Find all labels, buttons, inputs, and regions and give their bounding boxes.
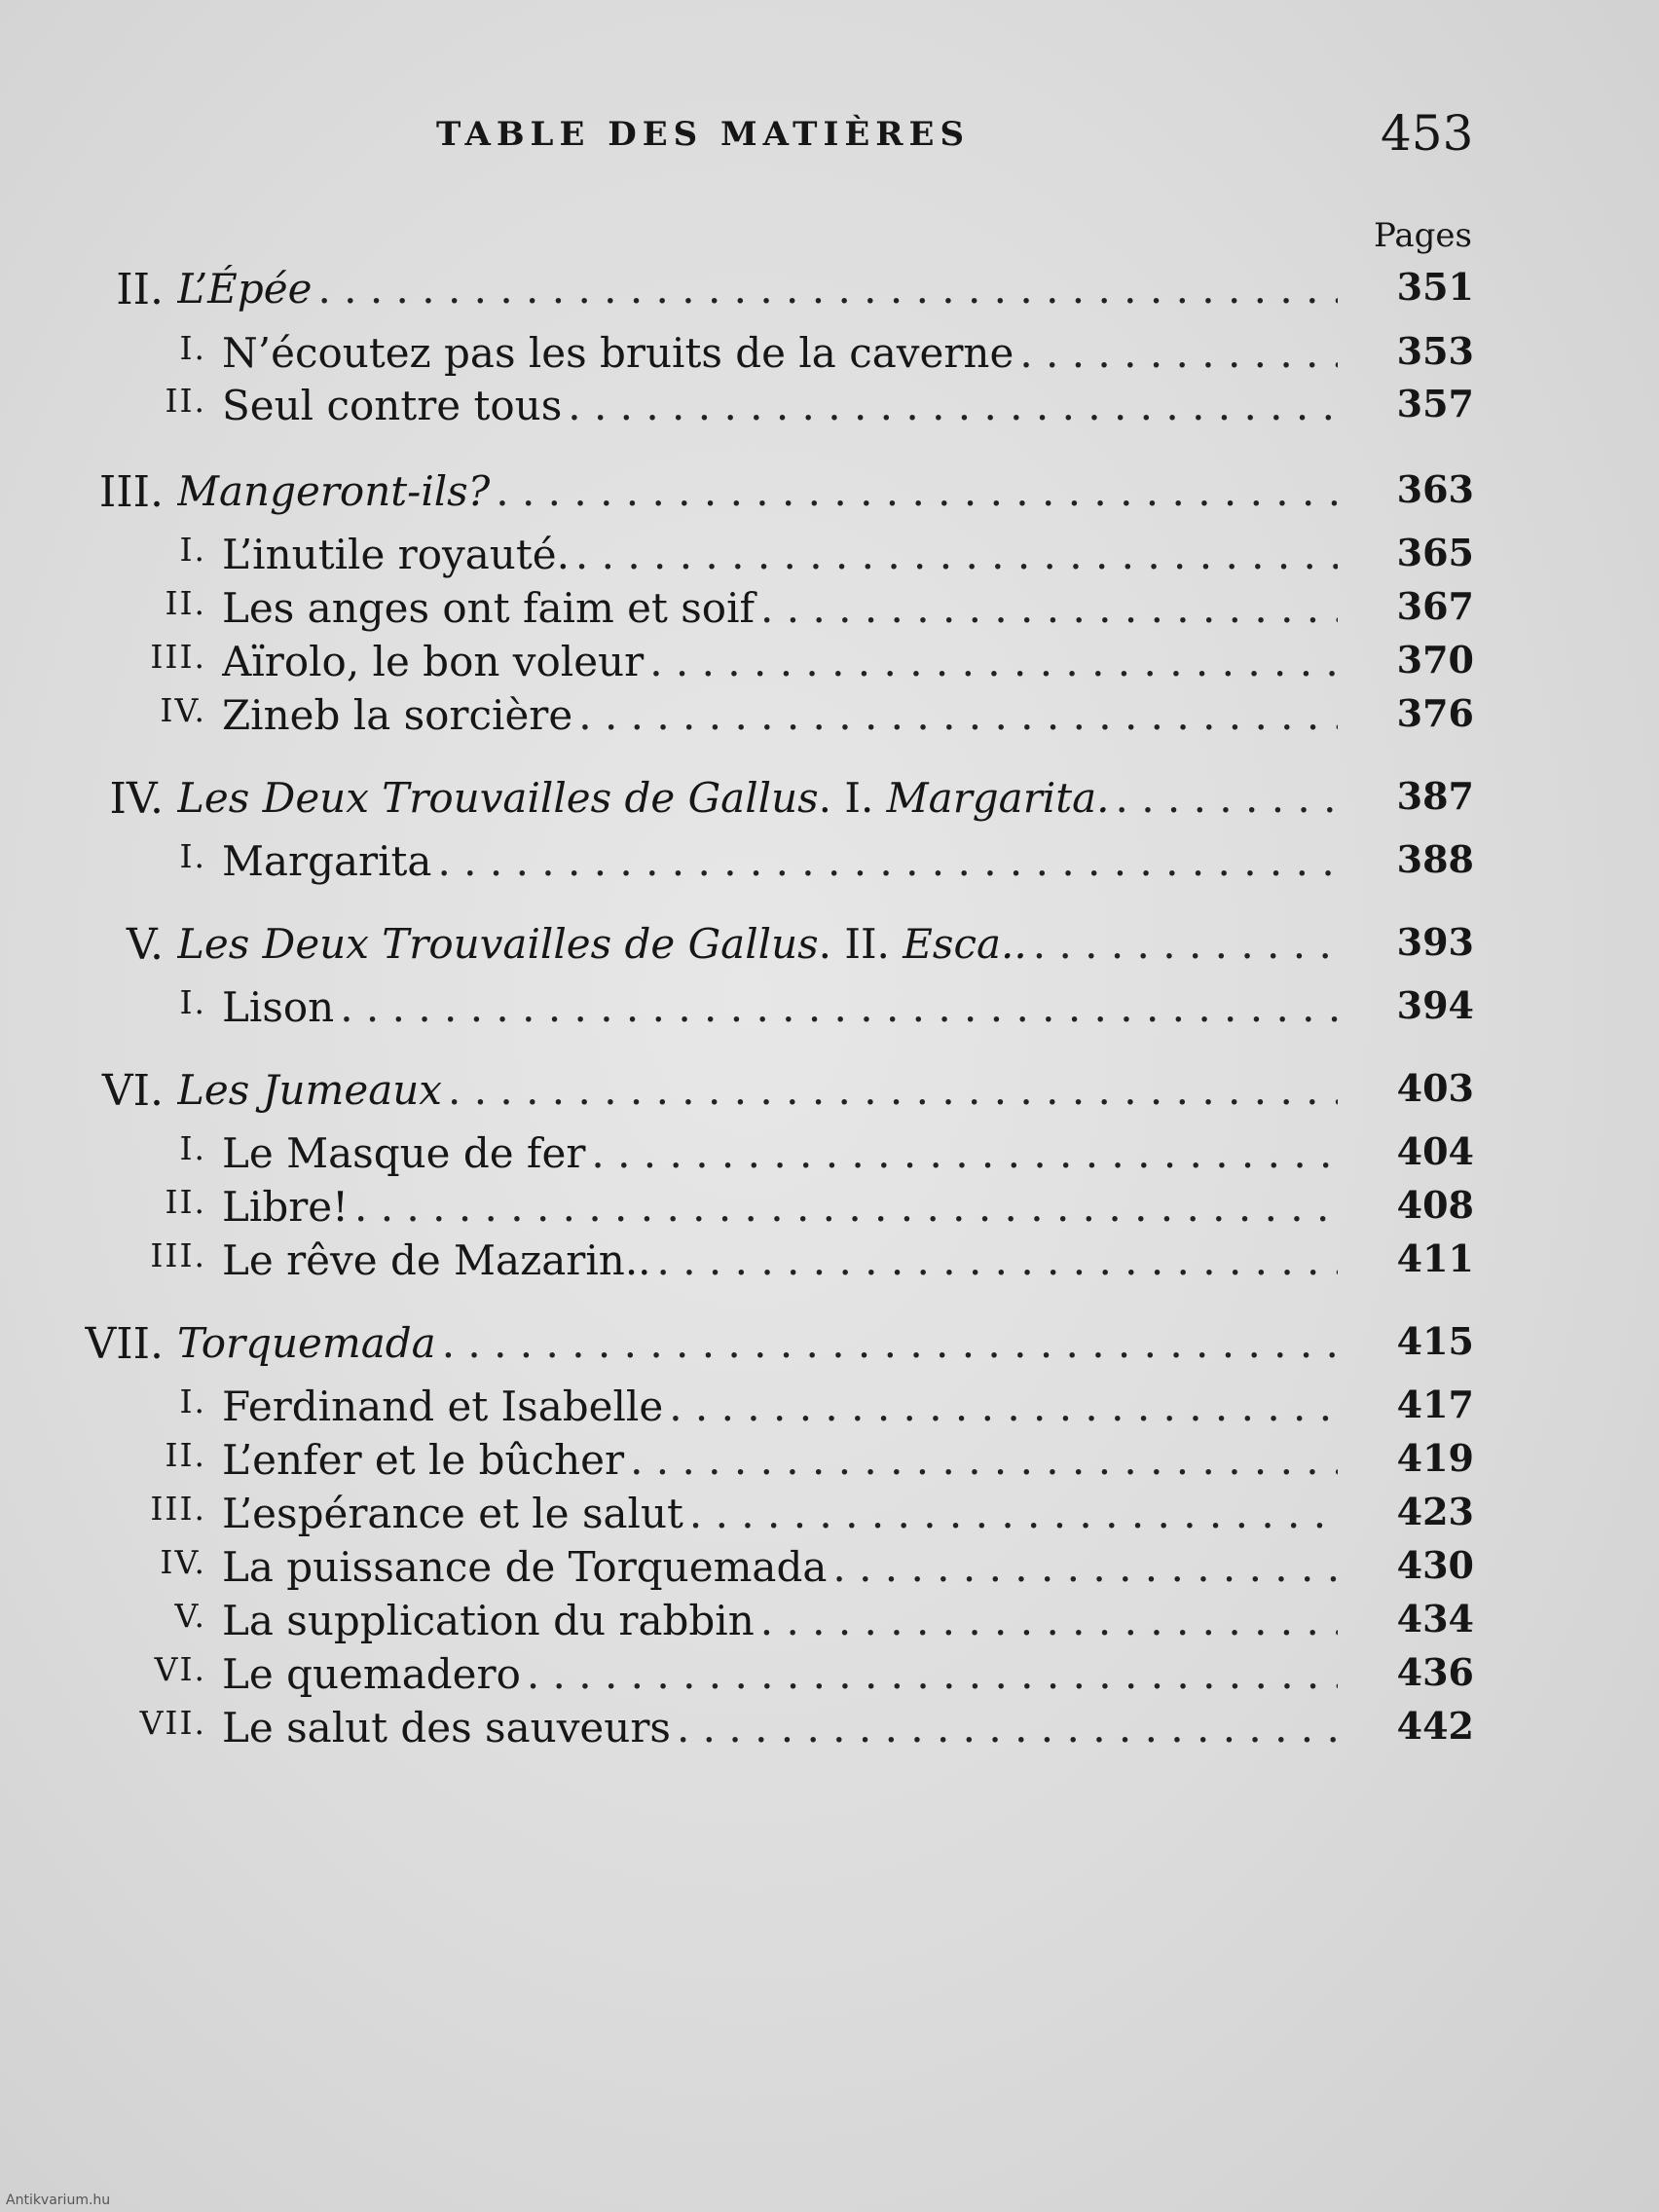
leader-dots [832,1543,1338,1591]
toc-title-text: Lison [222,983,335,1031]
toc-title [222,1382,1338,1430]
leader-dots [527,1650,1338,1698]
toc-title [222,1129,1338,1177]
toc-page-number: 387 [1396,774,1474,818]
toc-page-number: 403 [1396,1066,1474,1110]
toc-chapter-row [0,1543,1659,1592]
toc-number: VII. [85,1319,164,1369]
toc-number: II. [165,1183,206,1221]
toc-title-text: Seul contre tous [222,382,563,429]
leader-dots [340,983,1338,1031]
leader-dots [1033,920,1338,968]
toc-number: II. [165,584,206,622]
toc-number: III. [150,1236,206,1274]
toc-title-text: Margarita [222,837,432,885]
toc-page-number: 408 [1396,1183,1474,1227]
toc-number: I. [179,1382,206,1420]
toc-page-number: 376 [1396,691,1474,735]
toc-title-text: Les Jumeaux [177,1066,442,1114]
leader-dots [496,467,1338,515]
toc-title [222,531,1338,578]
toc-title-text: La puissance de Torquemada [222,1543,828,1591]
toc-page-number: 404 [1396,1129,1474,1173]
toc-part-row [0,265,1659,313]
toc-part-row [0,1319,1659,1368]
toc-number: II. [165,382,206,420]
toc-number: IV. [109,774,164,824]
toc-page-number: 394 [1396,983,1474,1027]
toc-number: I. [179,531,206,569]
toc-title-text: Mangeront-ils? [177,467,491,515]
toc-page-number: 415 [1396,1319,1474,1363]
toc-number: VII. [139,1704,206,1742]
toc-chapter-row [0,638,1659,686]
toc-chapter-row [0,531,1659,579]
toc-page-number: 353 [1396,329,1474,373]
toc-title [222,1436,1338,1484]
toc-title-text: Zineb la sorcière [222,691,573,739]
toc-page-number: 363 [1396,467,1474,511]
toc-title [222,983,1338,1031]
toc-chapter-row [0,329,1659,378]
toc-title-text: Le quemadero [222,1650,521,1698]
toc-chapter-row [0,837,1659,886]
toc-page-number: 417 [1396,1382,1474,1426]
toc-page-number: 419 [1396,1436,1474,1480]
toc-chapter-row [0,1436,1659,1485]
toc-number: I. [179,837,206,875]
toc-page-number: 442 [1396,1704,1474,1748]
leader-dots [354,1183,1338,1231]
toc-number: V. [126,920,164,970]
toc-title-text: Libre! [222,1183,350,1231]
toc-title-text: Les anges ont faim et soif [222,584,756,632]
toc-title-text: Le Masque de fer [222,1129,586,1177]
page-number: 453 [1381,105,1474,162]
toc-page-number: 388 [1396,837,1474,881]
leader-dots [448,1066,1338,1114]
toc-chapter-row [0,1382,1659,1431]
toc-page-number: 370 [1396,638,1474,682]
leader-dots [437,837,1338,885]
toc-title-text: N’écoutez pas les bruits de la caverne [222,329,1014,377]
toc-chapter-row [0,1129,1659,1178]
toc-number: I. [179,1129,206,1167]
toc-number: III. [98,467,164,517]
toc-page-number: 365 [1396,531,1474,574]
toc-page-number: 393 [1396,920,1474,964]
toc-title-text: L’espérance et le salut [222,1490,683,1537]
toc-part-row [0,467,1659,516]
toc-title-text: L’enfer et le bûcher [222,1436,625,1484]
toc-chapter-row [0,1236,1659,1285]
toc-title-text: L’Épée [177,265,313,313]
toc-title [177,774,1338,822]
toc-title [222,1183,1338,1231]
toc-chapter-row [0,1704,1659,1752]
leader-dots [657,1236,1338,1284]
leader-dots [689,1490,1338,1537]
leader-dots [630,1436,1338,1484]
toc-number: V. [174,1597,206,1635]
toc-part-row [0,1066,1659,1115]
toc-title [222,1704,1338,1751]
toc-title-suffix-italic: Esca.. [903,920,1027,968]
toc-title-text: Le salut des sauveurs [222,1704,671,1751]
toc-title [222,1543,1338,1591]
leader-dots [317,265,1338,313]
toc-chapter-row [0,382,1659,430]
toc-chapter-row [0,1650,1659,1699]
pages-column-label: Pages [1374,216,1472,255]
toc-title [222,1236,1338,1284]
leader-dots [649,638,1338,685]
toc-title-text: Les Deux Trouvailles de Gallus [177,774,819,822]
toc-title-text: L’inutile royauté. [222,531,570,578]
toc-part-row [0,920,1659,969]
leader-dots [669,1382,1338,1430]
toc-chapter-row [0,691,1659,740]
toc-title-suffix: . II. [818,920,903,968]
toc-number: II. [116,265,164,314]
toc-title [222,329,1338,377]
toc-title [177,1066,1338,1114]
toc-page-number: 351 [1396,265,1474,309]
toc-chapter-row [0,584,1659,633]
toc-title-text: Aïrolo, le bon voleur [222,638,645,685]
toc-chapter-row [0,1597,1659,1645]
toc-title-suffix: . I. [818,774,887,822]
leader-dots [591,1129,1338,1177]
toc-chapter-row [0,1490,1659,1538]
toc-number: I. [179,983,206,1021]
watermark: Antikvarium.hu [6,2193,111,2208]
toc-title [222,837,1338,885]
toc-page-number: 436 [1396,1650,1474,1694]
leader-dots [578,691,1338,739]
toc-title [177,467,1338,515]
leader-dots [1116,774,1339,822]
toc-title [177,265,1338,313]
toc-title-text: Les Deux Trouvailles de Gallus [177,920,819,968]
page-header-title: TABLE DES MATIÈRES [436,115,971,154]
toc-number: IV. [160,691,206,729]
toc-title [222,1597,1338,1644]
toc-number: II. [165,1436,206,1474]
leader-dots [760,584,1338,632]
toc-part-row [0,774,1659,823]
toc-title [222,691,1338,739]
leader-dots [760,1597,1338,1644]
toc-title [222,382,1338,429]
toc-chapter-row [0,1183,1659,1232]
toc-number: IV. [160,1543,206,1581]
leader-dots [568,382,1338,429]
toc-title-text: Le rêve de Mazarin.. [222,1236,651,1284]
toc-title [222,1650,1338,1698]
toc-title [222,584,1338,632]
toc-title [177,920,1338,968]
toc-title [177,1319,1338,1367]
leader-dots [1019,329,1338,377]
toc-chapter-row [0,983,1659,1032]
toc-title-text: La supplication du rabbin [222,1597,755,1644]
leader-dots [575,531,1338,578]
toc-page-number: 367 [1396,584,1474,628]
toc-page-number: 411 [1396,1236,1474,1280]
toc-page-number: 357 [1396,382,1474,425]
toc-title-suffix-italic: Margarita. [886,774,1110,822]
toc-number: III. [150,638,206,676]
toc-title-text: Torquemada [177,1319,436,1367]
leader-dots [442,1319,1338,1367]
toc-number: III. [150,1490,206,1528]
toc-number: VI. [154,1650,206,1688]
toc-number: I. [179,329,206,367]
toc-page-number: 430 [1396,1543,1474,1587]
toc-page-number: 434 [1396,1597,1474,1641]
leader-dots [677,1704,1338,1751]
toc-title [222,638,1338,685]
toc-title-text: Ferdinand et Isabelle [222,1382,664,1430]
toc-number: VI. [101,1066,164,1116]
toc-page-number: 423 [1396,1490,1474,1533]
toc-title [222,1490,1338,1537]
